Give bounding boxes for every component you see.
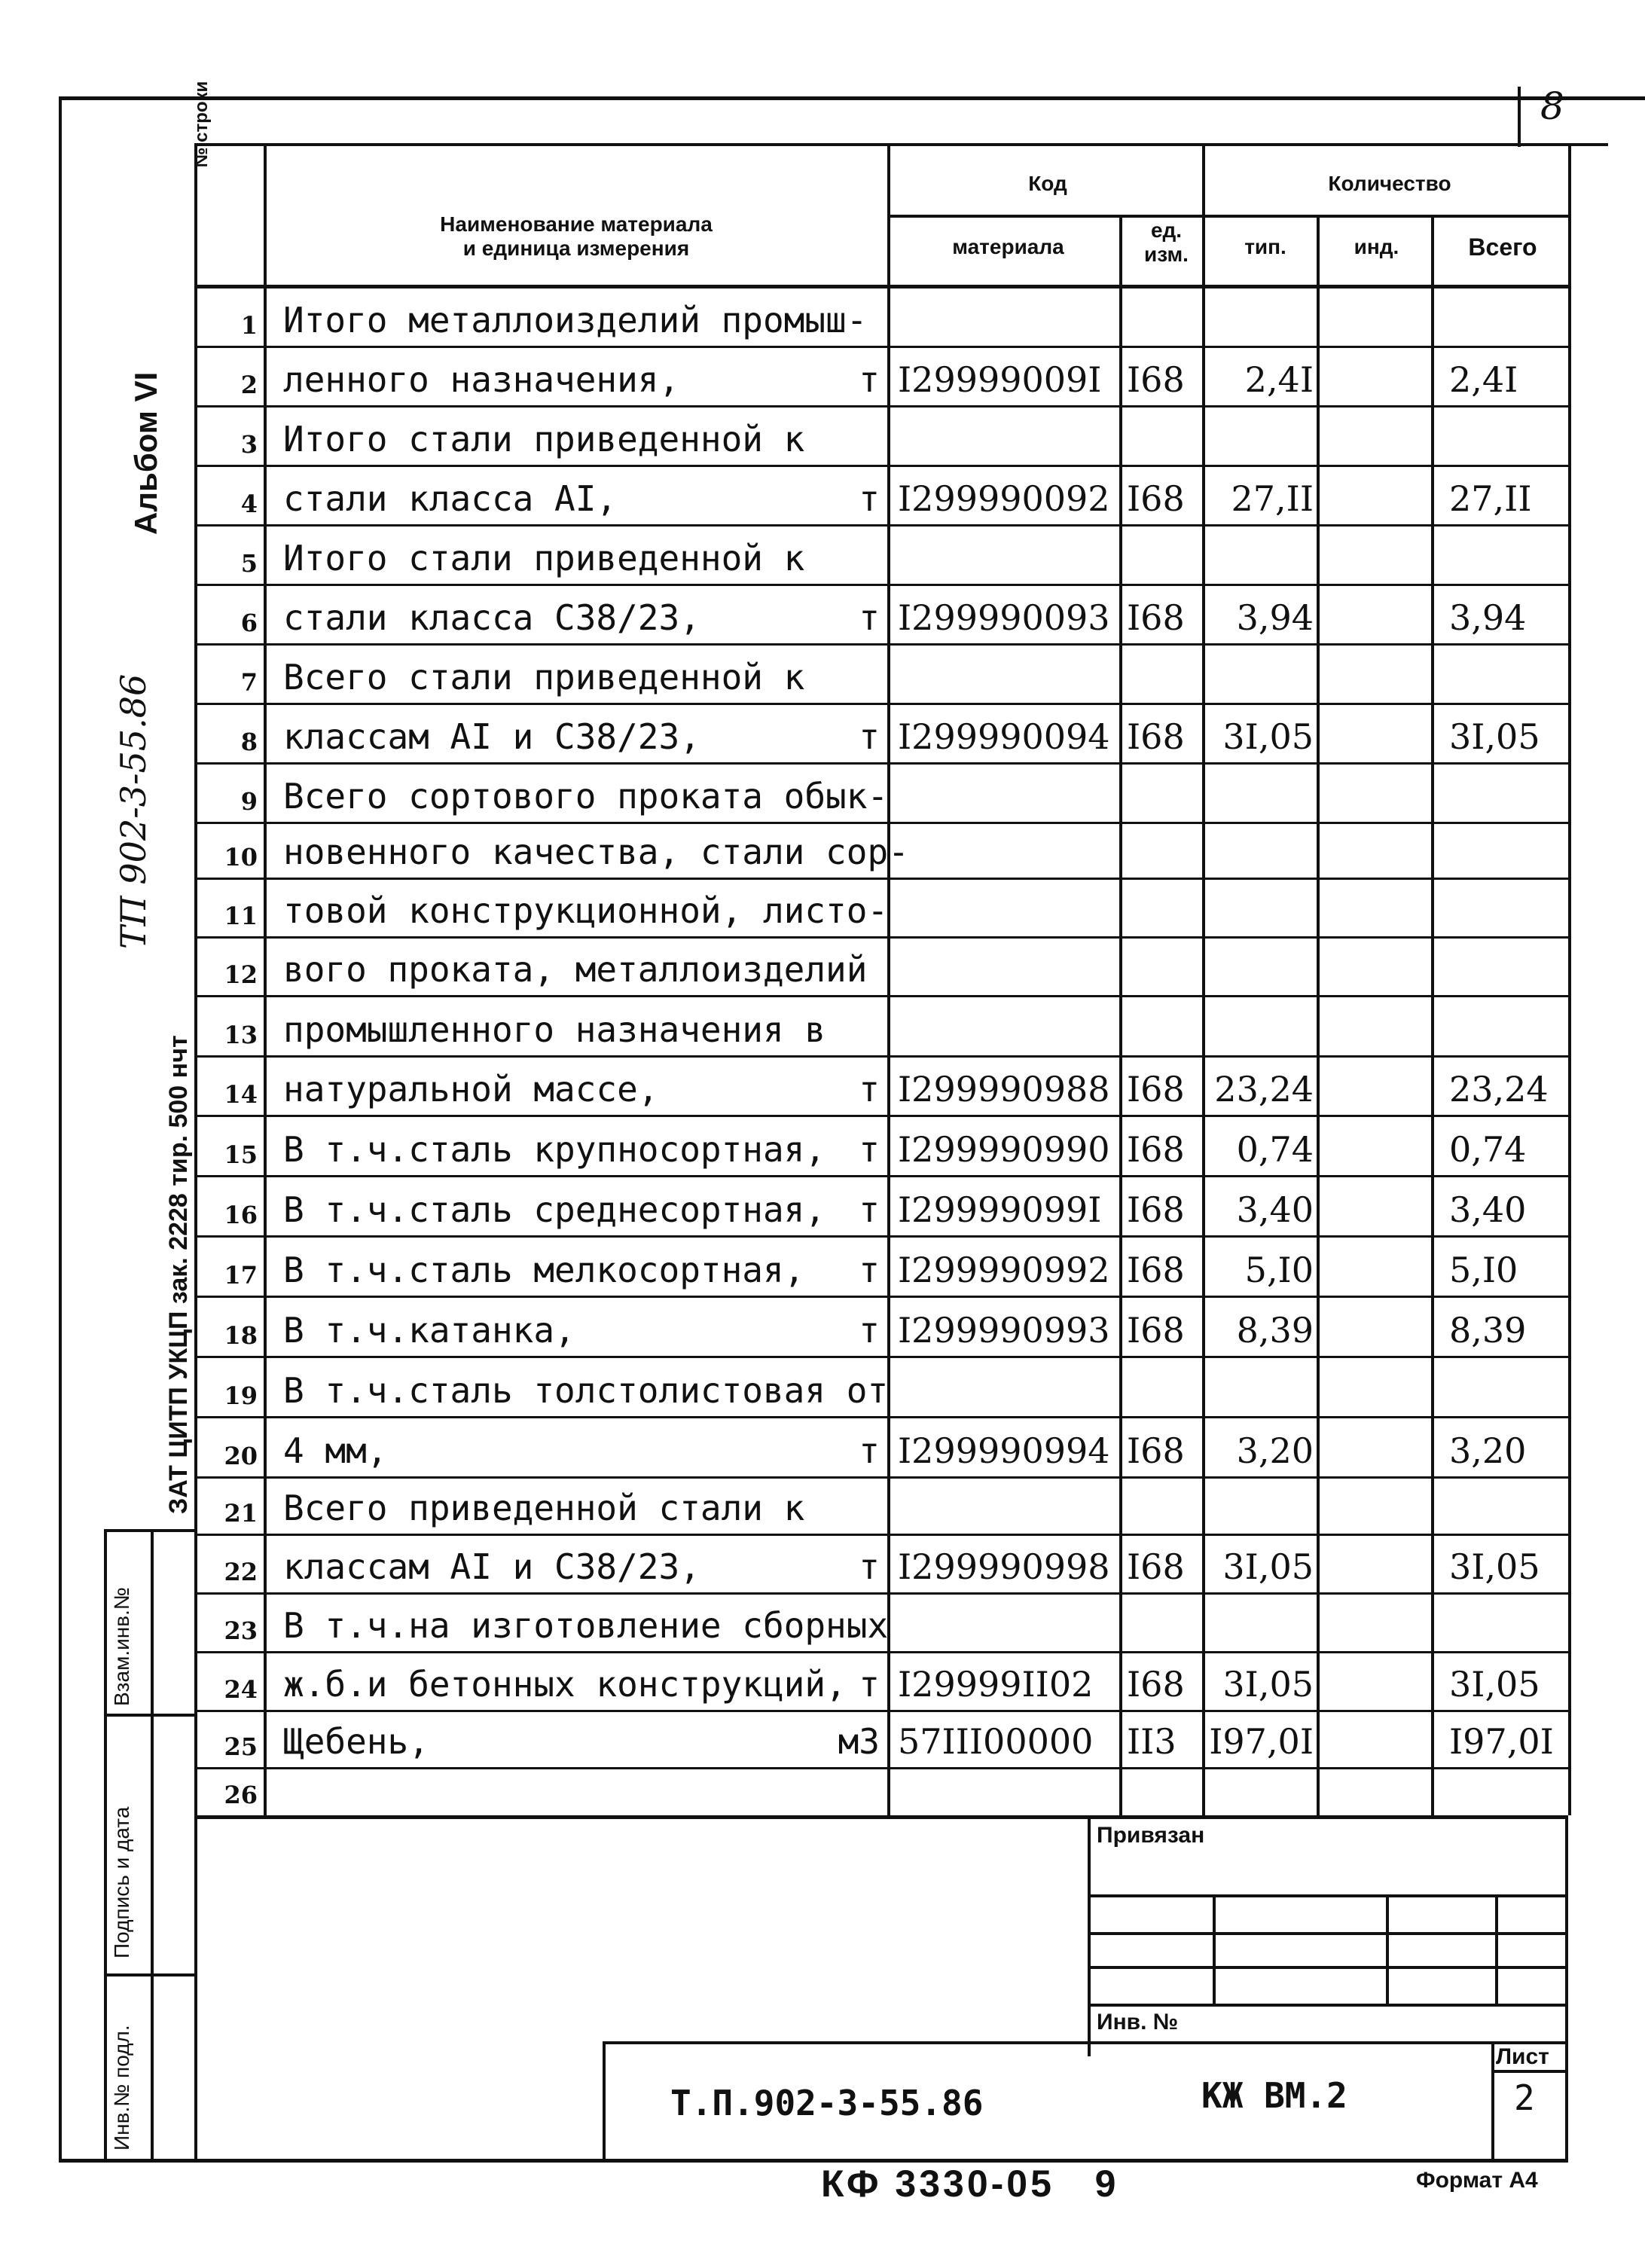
column-line <box>1202 143 1205 1815</box>
unit-word: т <box>859 1430 880 1471</box>
material-name: стали класса С38/23, <box>283 597 700 638</box>
material-name: 4 мм, <box>283 1430 388 1471</box>
row-number: 10 <box>224 843 258 871</box>
material-name: стали класса AI, <box>283 478 618 519</box>
stamp-top <box>194 1815 1565 1818</box>
row-line <box>194 1356 1568 1358</box>
document-code: КЖ ВМ.2 <box>1201 2075 1347 2116</box>
material-code: 57III00000 <box>898 1721 1094 1762</box>
unit-code: I68 <box>1127 1310 1185 1351</box>
header-row-no: № строки <box>191 81 212 168</box>
material-code: I299990094 <box>898 716 1110 757</box>
unit-code: I68 <box>1127 597 1185 638</box>
bound-label: Привязан <box>1097 1823 1205 1848</box>
row-number: 26 <box>224 1781 258 1809</box>
stamp-left-edge <box>194 1815 197 2162</box>
margin-box-inner <box>151 1529 154 2162</box>
material-name: В т.ч.сталь толстолистовая от <box>283 1370 889 1411</box>
row-number: 15 <box>224 1140 258 1169</box>
quantity-typ: 27,II <box>1231 478 1314 519</box>
inv-original-label: Инв.№ подл. <box>110 2025 133 2150</box>
quantity-total: 3I,05 <box>1449 1546 1540 1587</box>
material-code: I299990092 <box>898 478 1110 519</box>
material-name: В т.ч.сталь среднесортная, <box>283 1189 826 1230</box>
unit-code: I68 <box>1127 1664 1185 1705</box>
row-line <box>194 1592 1568 1595</box>
sheet-box-sep <box>1491 2070 1565 2073</box>
unit-word: т <box>859 1069 880 1110</box>
signature-date-label: Подпись и дата <box>110 1806 133 1958</box>
row-number: 20 <box>224 1442 258 1470</box>
unit-word: т <box>859 359 880 400</box>
quantity-total: 3,40 <box>1449 1189 1527 1230</box>
unit-code: I68 <box>1127 1546 1185 1587</box>
material-code: I299990988 <box>898 1069 1110 1110</box>
row-number: 4 <box>240 490 258 518</box>
row-number: 3 <box>240 430 258 459</box>
inv-no-label: Инв. № <box>1097 2010 1179 2034</box>
quantity-total: 3,20 <box>1449 1430 1527 1471</box>
material-name: В т.ч.сталь крупносортная, <box>283 1129 826 1170</box>
material-code: I299990993 <box>898 1310 1110 1351</box>
row-line <box>194 762 1568 765</box>
column-line <box>887 143 890 1815</box>
quantity-typ: 8,39 <box>1236 1310 1314 1351</box>
row-line <box>194 1416 1568 1418</box>
page-number: 8 <box>1540 84 1564 128</box>
row-number: 23 <box>224 1616 258 1645</box>
material-code: I299990093 <box>898 597 1110 638</box>
row-line <box>194 1055 1568 1058</box>
material-name: Всего приведенной стали к <box>283 1488 805 1528</box>
row-number: 13 <box>224 1021 258 1049</box>
margin-box-top <box>104 1529 194 1532</box>
unit-code: I68 <box>1127 1129 1185 1170</box>
stamp-main-left <box>603 2041 606 2162</box>
row-number: 25 <box>224 1732 258 1761</box>
unit-code: I68 <box>1127 1430 1185 1471</box>
quantity-total: 2,4I <box>1449 359 1518 400</box>
header-material: материала <box>952 235 1064 258</box>
format-label: Формат А4 <box>1416 2168 1538 2193</box>
header-ind: инд. <box>1354 235 1399 258</box>
row-line <box>194 1651 1568 1653</box>
material-name: Итого стали приведенной к <box>283 538 805 578</box>
material-name: Итого металлоизделий промыш- <box>283 300 868 340</box>
row-number: 6 <box>240 609 258 637</box>
unit-code: II3 <box>1127 1721 1177 1762</box>
unit-code: I68 <box>1127 1189 1185 1230</box>
unit-code: I68 <box>1127 1250 1185 1290</box>
quantity-typ: 3,20 <box>1236 1430 1314 1471</box>
quantity-typ: 5,I0 <box>1244 1250 1314 1290</box>
row-line <box>194 524 1568 527</box>
column-line <box>1431 215 1434 1815</box>
row-number: 21 <box>224 1499 258 1528</box>
row-number: 7 <box>240 668 258 697</box>
header-total: Всего <box>1468 234 1537 261</box>
column-line <box>1317 215 1320 1815</box>
project-number: Т.П.902-3-55.86 <box>670 2083 984 2123</box>
material-name: Щебень, <box>283 1721 429 1762</box>
margin-box-sep2 <box>104 1973 194 1976</box>
material-name: Всего стали приведенной к <box>283 657 805 697</box>
header-unit: ед. изм. <box>1144 218 1189 266</box>
header-quantity: Количество <box>1328 172 1451 195</box>
row-number: 5 <box>240 549 258 578</box>
row-number: 12 <box>224 960 258 989</box>
unit-word: т <box>859 716 880 757</box>
stamp-right-edge <box>1565 1815 1568 2162</box>
row-number: 17 <box>224 1261 258 1290</box>
quantity-typ: I97,0I <box>1209 1721 1314 1762</box>
row-line <box>194 1175 1568 1177</box>
row-line <box>194 703 1568 705</box>
row-line <box>194 995 1568 997</box>
header-typ: тип. <box>1244 235 1286 258</box>
column-line <box>1568 143 1571 1815</box>
quantity-total: 3,94 <box>1449 597 1527 638</box>
quantity-total: 0,74 <box>1449 1129 1527 1170</box>
material-name: классам AI и С38/23, <box>283 1546 700 1587</box>
unit-code: I68 <box>1127 1069 1185 1110</box>
material-name: Всего сортового проката обык- <box>283 776 889 817</box>
material-code: I299990994 <box>898 1430 1110 1471</box>
row-line <box>194 465 1568 467</box>
row-line <box>194 1235 1568 1238</box>
row-line <box>194 1115 1568 1117</box>
quantity-typ: 3,40 <box>1236 1189 1314 1230</box>
row-number: 18 <box>224 1321 258 1350</box>
material-code: I299990990 <box>898 1129 1110 1170</box>
quantity-typ: 3I,05 <box>1222 1546 1314 1587</box>
unit-word: т <box>859 1664 880 1705</box>
stamp-h3 <box>1088 1966 1565 1969</box>
quantity-total: 3I,05 <box>1449 1664 1540 1705</box>
left-frame-line <box>59 96 62 2160</box>
unit-word: т <box>859 1250 880 1290</box>
unit-code: I68 <box>1127 478 1185 519</box>
material-code: I29999009I <box>898 359 1102 400</box>
unit-code: I68 <box>1127 359 1185 400</box>
row-number: 16 <box>224 1201 258 1229</box>
row-number: 11 <box>224 902 258 930</box>
quantity-typ: 2,4I <box>1244 359 1314 400</box>
row-line <box>194 936 1568 939</box>
row-line <box>194 822 1568 824</box>
quantity-typ: 3I,05 <box>1222 716 1314 757</box>
replaces-inv-label: Взам.инв.№ <box>110 1587 133 1706</box>
material-name: В т.ч.катанка, <box>283 1310 575 1351</box>
material-code: I29999II02 <box>898 1664 1094 1705</box>
stamp-h4 <box>1088 2004 1565 2007</box>
row-number: 2 <box>240 371 258 399</box>
material-name: Итого стали приведенной к <box>283 419 805 459</box>
stamp-h1 <box>1088 1894 1565 1897</box>
material-name: товой конструкционной, листо- <box>283 890 889 931</box>
unit-word: т <box>859 1129 880 1170</box>
row-number: 1 <box>240 311 258 340</box>
column-line <box>1119 215 1122 1815</box>
header-code: Код <box>1028 172 1067 195</box>
row-line <box>194 1767 1568 1769</box>
row-line <box>194 1710 1568 1712</box>
material-name: В т.ч.на изготовление сборных <box>283 1605 889 1646</box>
quantity-total: 23,24 <box>1449 1069 1549 1110</box>
archive-stamp: ЗАТ ЦИТП УКЦП зак. 2228 тир. 500 нчт <box>164 1035 193 1514</box>
project-handwritten: ТП 902-3-55.86 <box>113 673 154 949</box>
row-line <box>194 584 1568 586</box>
row-number: 14 <box>224 1080 258 1109</box>
margin-box-sep1 <box>104 1714 194 1717</box>
quantity-typ: 0,74 <box>1236 1129 1314 1170</box>
quantity-total: 8,39 <box>1449 1310 1527 1351</box>
unit-word: т <box>859 597 880 638</box>
material-name: вого проката, металлоизделий <box>283 949 868 990</box>
stamp-v1 <box>1213 1894 1216 2004</box>
header-name <box>271 188 881 261</box>
row-number: 9 <box>240 787 258 816</box>
stamp-bottom <box>59 2159 1568 2163</box>
column-line <box>264 143 267 1815</box>
table-top-line <box>194 143 1568 146</box>
quantity-total: 27,II <box>1449 478 1532 519</box>
row-line <box>194 346 1568 348</box>
page-number-divider <box>1518 87 1521 147</box>
row-line <box>194 405 1568 408</box>
material-name: новенного качества, стали сор- <box>283 832 909 872</box>
quantity-typ: 3,94 <box>1236 597 1314 638</box>
material-name: промышленного назначения в <box>283 1009 826 1050</box>
row-number: 8 <box>240 728 258 756</box>
row-number: 19 <box>224 1381 258 1410</box>
stamp-h2 <box>1088 1932 1565 1935</box>
material-name: В т.ч.сталь мелкосортная, <box>283 1250 805 1290</box>
material-name: ж.б.и бетонных конструкций, <box>283 1664 847 1705</box>
footer-code: КФ 3330-05 9 <box>821 2163 1119 2205</box>
top-frame-line <box>60 96 1645 100</box>
unit-word: т <box>859 1546 880 1587</box>
row-line <box>194 1476 1568 1479</box>
row-line <box>194 1534 1568 1536</box>
sheet-label: Лист <box>1496 2044 1549 2069</box>
material-name: классам AI и С38/23, <box>283 716 700 757</box>
unit-word: т <box>859 1310 880 1351</box>
material-code: I299990998 <box>898 1546 1110 1587</box>
margin-box-outer-left <box>104 1529 107 2162</box>
material-name: ленного назначения, <box>283 359 680 400</box>
unit-code: I68 <box>1127 716 1185 757</box>
row-number: 22 <box>224 1558 258 1586</box>
unit-word: м3 <box>838 1721 880 1762</box>
sheet-number: 2 <box>1514 2077 1535 2118</box>
row-line <box>194 1296 1568 1298</box>
stamp-v2 <box>1386 1894 1389 2004</box>
quantity-total: I97,0I <box>1449 1721 1554 1762</box>
unit-word: т <box>859 478 880 519</box>
quantity-total: 3I,05 <box>1449 716 1540 757</box>
album-label: Альбом VI <box>128 371 163 535</box>
row-line <box>194 878 1568 880</box>
row-line <box>194 643 1568 646</box>
material-name: натуральной массе, <box>283 1069 659 1110</box>
material-code: I299990992 <box>898 1250 1110 1290</box>
quantity-total: 5,I0 <box>1449 1250 1518 1290</box>
stamp-v3 <box>1495 1894 1498 2004</box>
row-line <box>194 285 1568 288</box>
quantity-typ: 3I,05 <box>1222 1664 1314 1705</box>
stamp-bound-left <box>1088 1815 1091 2056</box>
sheet-box-left <box>1491 2041 1494 2162</box>
unit-word: т <box>859 1189 880 1230</box>
row-number: 24 <box>224 1675 258 1704</box>
stamp-main-top <box>603 2041 1565 2044</box>
material-code: I29999099I <box>898 1189 1102 1230</box>
quantity-typ: 23,24 <box>1214 1069 1314 1110</box>
header-mid-line <box>887 215 1568 218</box>
header-name-text: Наименование материала и единица измерения <box>440 212 713 260</box>
